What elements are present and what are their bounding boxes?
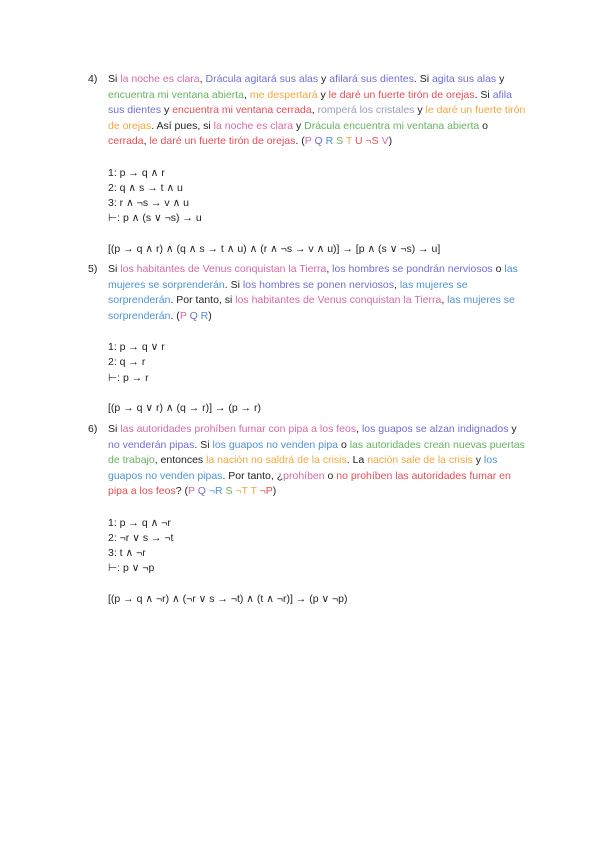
- proposition-q: afilará sus dientes: [329, 73, 414, 85]
- conclusion: ⊢: p ∧ (s ∨ ¬s) → u: [108, 212, 202, 225]
- statement-text: . Por tanto, ¿: [222, 469, 284, 482]
- statement-text: . Si: [194, 438, 213, 451]
- premise: 1: p → q ∨ r: [108, 341, 165, 353]
- premises-list: [108, 516, 528, 577]
- statement-text: . Si: [224, 278, 243, 291]
- statement-text: ,: [394, 278, 400, 291]
- proposition-p: P: [179, 309, 187, 322]
- proposition-r: las mujeres se sorprenderán: [108, 278, 468, 306]
- proposition-u: cerrada: [108, 135, 144, 147]
- proposition-s: encuentra mi ventana abierta: [108, 88, 245, 101]
- proposition-q: los hombres se ponen nerviosos: [242, 278, 394, 291]
- premise: 3: r ∧ ¬s → v ∧ u: [108, 197, 190, 210]
- proposition-q: Q: [197, 485, 206, 497]
- conclusion: ⊢: p ∨ ¬p: [108, 562, 155, 575]
- proposition-q: no venderán pipas: [108, 438, 195, 451]
- proposition-p: la noche es clara: [120, 73, 200, 85]
- proposition-p: prohíben: [283, 469, 325, 482]
- statement-text: ,: [199, 73, 206, 85]
- proposition-t: ¬T: [235, 485, 248, 497]
- proposition-r: R: [200, 309, 209, 322]
- proposition-t: me despertará: [249, 88, 318, 101]
- proposition-t: le daré un fuerte tirón de orejas: [108, 104, 526, 132]
- statement-text: ,: [326, 263, 333, 275]
- proposition-u: U: [355, 135, 363, 147]
- proposition-u: ¬S: [365, 135, 379, 147]
- statement-text: o: [479, 119, 489, 132]
- proposition-s: S: [225, 485, 233, 497]
- exercise-5: [88, 262, 528, 416]
- statement-text: Si: [108, 73, 121, 85]
- premise: 2: q ∧ s → t ∧ u: [108, 181, 183, 194]
- proposition-s: S: [336, 135, 344, 147]
- proposition-r: ¬R: [208, 485, 223, 497]
- conclusion: ⊢: p → r: [108, 371, 149, 384]
- statement-text: y: [317, 88, 329, 101]
- proposition-p: los habitantes de Venus conquistan la Tierra: [235, 294, 442, 306]
- statement-text: y: [161, 104, 173, 116]
- proposition-s: Drácula encuentra mi ventana abierta: [304, 119, 480, 132]
- proposition-r: R: [325, 135, 334, 147]
- exercise-statement: [108, 422, 528, 500]
- premise: 1: p → q ∧ ¬r: [108, 516, 171, 529]
- proposition-p: la noche es clara: [213, 119, 294, 132]
- statement-text: . Así pues, si: [151, 119, 214, 132]
- premise: 1: p → q ∧ r: [108, 166, 165, 179]
- premise: 2: q → r: [108, 356, 146, 369]
- statement-text: . Si: [474, 88, 493, 101]
- exercise-number: 5): [88, 263, 98, 275]
- logical-formula: [(p → q ∧ r) ∧ (q ∧ s → t ∧ u) ∧ (r ∧ ¬s → v ∧ u)] → [p ∧ (s ∨ ¬s) → u]: [108, 242, 441, 255]
- proposition-s: las autoridades crean nuevas puertas de trabajo: [108, 438, 525, 466]
- proposition-q: los hombres se pondrán nerviosos: [332, 263, 493, 275]
- statement-text: ): [272, 485, 277, 497]
- proposition-u: ¬P: [259, 485, 273, 497]
- proposition-u: encuentra mi ventana cerrada: [172, 104, 312, 116]
- proposition-r: los guapos no venden pipa: [212, 438, 339, 451]
- statement-text: ,: [311, 104, 318, 116]
- premise: 3: t ∧ ¬r: [108, 547, 146, 560]
- premises-list: [108, 340, 528, 386]
- proposition-u: le daré un fuerte tirón de orejas: [149, 135, 296, 147]
- logical-formula: [(p → q ∨ r) ∧ (q → r)] → (p → r): [108, 401, 262, 414]
- statement-text: y: [496, 73, 505, 85]
- statement-text: ,: [356, 423, 362, 435]
- statement-text: . Por tanto, si: [170, 294, 236, 306]
- statement-text: y: [318, 73, 330, 85]
- exercise-6: [88, 422, 528, 607]
- proposition-p: los habitantes de Venus conquistan la Tierra: [120, 263, 327, 275]
- exercise-statement: [108, 262, 528, 324]
- proposition-q: afila sus dientes: [108, 88, 512, 116]
- proposition-t: nación sale de la crisis: [367, 454, 473, 466]
- statement-text: . Si: [413, 73, 432, 85]
- exercise-4: [88, 72, 528, 257]
- statement-text: . (: [295, 135, 305, 147]
- statement-text: ? (: [175, 485, 188, 497]
- proposition-q: los guapos se alzan indignados: [361, 423, 509, 435]
- statement-text: , entonces: [154, 454, 207, 466]
- proposition-v: romperá los cristales: [317, 104, 415, 116]
- statement-text: ,: [441, 294, 448, 306]
- exercise-number: 6): [88, 423, 98, 435]
- statement-text: y: [414, 104, 426, 116]
- statement-text: y: [472, 454, 484, 466]
- statement-text: ,: [143, 135, 150, 147]
- proposition-p: V: [381, 135, 389, 147]
- statement-text: Si: [108, 263, 121, 275]
- statement-text: o: [324, 469, 337, 482]
- proposition-t: T: [250, 485, 257, 497]
- statement-text: ): [208, 309, 212, 322]
- proposition-p: P: [304, 135, 312, 147]
- statement-text: ): [388, 135, 393, 147]
- premise: 2: ¬r ∨ s → ¬t: [108, 531, 174, 544]
- proposition-p: las autoridades prohíben fumar con pipa a los feos: [120, 423, 357, 435]
- statement-text: y: [293, 119, 305, 132]
- exercise-statement: [108, 72, 528, 150]
- statement-text: y: [508, 423, 517, 435]
- logical-formula: [(p → q ∧ ¬r) ∧ (¬r ∨ s → ¬t) ∧ (t ∧ ¬r)] → (p ∨ ¬p): [108, 592, 348, 605]
- statement-text: o: [338, 438, 350, 451]
- proposition-q: Q: [314, 135, 323, 147]
- proposition-q: Q: [189, 309, 198, 322]
- statement-text: o: [492, 263, 505, 275]
- proposition-r: los guapos no venden pipas: [108, 454, 498, 482]
- proposition-q: agita sus alas: [431, 73, 497, 85]
- exercise-number: 4): [88, 73, 98, 85]
- statement-text: ,: [244, 88, 250, 101]
- proposition-p: P: [187, 485, 195, 497]
- proposition-u: no prohíben las autoridades fumar en pipa a los feos: [108, 469, 511, 497]
- proposition-q: Drácula agitará sus alas: [205, 73, 319, 85]
- statement-text: Si: [108, 423, 121, 435]
- statement-text: . La: [346, 454, 368, 466]
- proposition-t: la nación no saldrá de la crisis: [206, 454, 347, 466]
- proposition-r: las mujeres se sorprenderán: [108, 263, 518, 291]
- proposition-r: las mujeres se sorprenderán: [108, 294, 515, 322]
- premises-list: [108, 166, 528, 227]
- proposition-u: le daré un fuerte tirón de orejas: [328, 88, 475, 101]
- statement-text: . (: [170, 309, 180, 322]
- proposition-t: T: [345, 135, 353, 147]
